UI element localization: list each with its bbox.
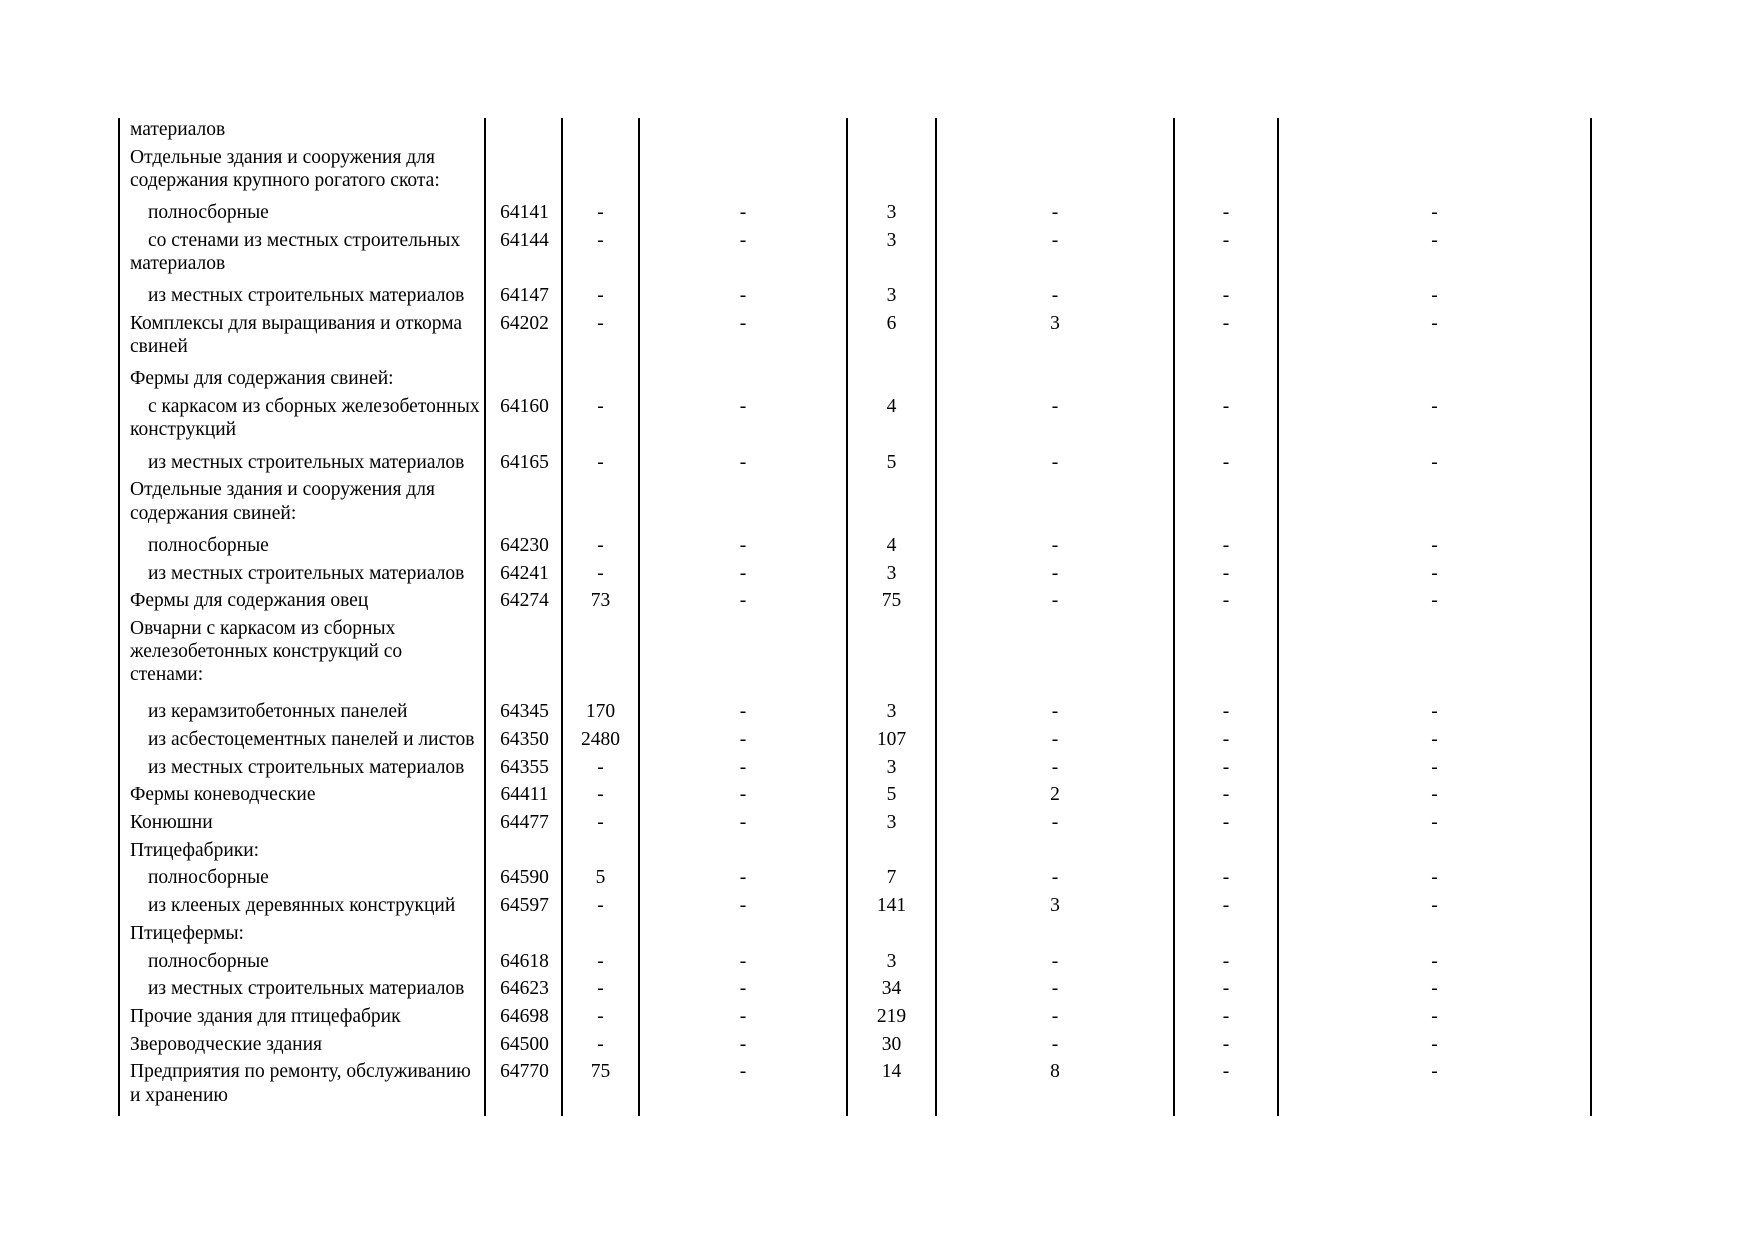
row-code: 64144 bbox=[485, 229, 562, 284]
row-value-v1 bbox=[562, 478, 639, 533]
row-value-v5 bbox=[1174, 478, 1278, 533]
row-value-v6: - bbox=[1278, 395, 1591, 450]
row-value-v3: 14 bbox=[847, 1060, 936, 1116]
row-value-v4: - bbox=[936, 756, 1174, 784]
row-code: 64597 bbox=[485, 894, 562, 922]
row-value-v3: 107 bbox=[847, 728, 936, 756]
row-value-v4: 3 bbox=[936, 312, 1174, 367]
row-label-cell bbox=[119, 977, 485, 1005]
table-row bbox=[119, 1033, 1591, 1061]
row-value-v5: - bbox=[1174, 894, 1278, 922]
row-value-v6: - bbox=[1278, 284, 1591, 312]
row-code: 64477 bbox=[485, 811, 562, 839]
row-label-cell bbox=[119, 866, 485, 894]
row-value-v2: - bbox=[639, 756, 847, 784]
row-value-v6 bbox=[1278, 146, 1591, 201]
row-value-v6: - bbox=[1278, 700, 1591, 728]
row-value-v4: 8 bbox=[936, 1060, 1174, 1116]
row-label-cell bbox=[119, 395, 485, 450]
row-value-v4: 2 bbox=[936, 783, 1174, 811]
table-row bbox=[119, 977, 1591, 1005]
row-value-v6: - bbox=[1278, 1033, 1591, 1061]
row-value-v6: - bbox=[1278, 1060, 1591, 1116]
row-value-v6 bbox=[1278, 478, 1591, 533]
row-value-v1: 73 bbox=[562, 589, 639, 617]
row-value-v3: 30 bbox=[847, 1033, 936, 1061]
row-value-v4 bbox=[936, 118, 1174, 146]
row-value-v2 bbox=[639, 922, 847, 950]
row-label-cell bbox=[119, 118, 485, 146]
table-row bbox=[119, 922, 1591, 950]
row-value-v1: - bbox=[562, 562, 639, 590]
row-value-v5: - bbox=[1174, 534, 1278, 562]
row-value-v6 bbox=[1278, 617, 1591, 700]
row-label: Птицефермы: bbox=[130, 922, 244, 944]
row-value-v3: 3 bbox=[847, 201, 936, 229]
row-value-v5: - bbox=[1174, 201, 1278, 229]
row-label-cell bbox=[119, 146, 485, 201]
row-value-v4: - bbox=[936, 395, 1174, 450]
table-body bbox=[119, 118, 1591, 1116]
row-value-v5: - bbox=[1174, 589, 1278, 617]
row-value-v6: - bbox=[1278, 894, 1591, 922]
row-label: Отдельные здания и сооружения для содержания крупного рогатого скота: bbox=[130, 146, 440, 191]
row-label: со стенами из местных строительных материалов bbox=[130, 229, 461, 275]
row-value-v3 bbox=[847, 478, 936, 533]
row-label: полносборные bbox=[148, 867, 269, 889]
row-label: полносборные bbox=[148, 534, 269, 556]
row-label: Конюшни bbox=[130, 811, 213, 833]
row-value-v5 bbox=[1174, 118, 1278, 146]
row-value-v1: - bbox=[562, 201, 639, 229]
row-label: Фермы для содержания овец bbox=[130, 590, 369, 612]
row-value-v2 bbox=[639, 367, 847, 395]
row-label: материалов bbox=[130, 119, 226, 140]
row-value-v2: - bbox=[639, 284, 847, 312]
row-value-v2: - bbox=[639, 950, 847, 978]
table-row bbox=[119, 478, 1591, 533]
row-value-v3 bbox=[847, 118, 936, 146]
row-code bbox=[485, 146, 562, 201]
row-label: полносборные bbox=[148, 202, 269, 224]
row-value-v3: 3 bbox=[847, 700, 936, 728]
row-label: Фермы коневодческие bbox=[130, 784, 316, 806]
row-value-v4 bbox=[936, 922, 1174, 950]
row-label-cell bbox=[119, 534, 485, 562]
row-value-v1 bbox=[562, 839, 639, 867]
row-value-v4: - bbox=[936, 1033, 1174, 1061]
row-value-v1: - bbox=[562, 1005, 639, 1033]
row-label-cell bbox=[119, 617, 485, 700]
row-code: 64141 bbox=[485, 201, 562, 229]
row-value-v5 bbox=[1174, 146, 1278, 201]
row-label-cell bbox=[119, 950, 485, 978]
row-value-v1: - bbox=[562, 229, 639, 284]
row-value-v1: 170 bbox=[562, 700, 639, 728]
row-label-cell bbox=[119, 284, 485, 312]
row-value-v6: - bbox=[1278, 728, 1591, 756]
row-code bbox=[485, 367, 562, 395]
row-code: 64202 bbox=[485, 312, 562, 367]
row-label-cell bbox=[119, 562, 485, 590]
row-value-v4: - bbox=[936, 534, 1174, 562]
row-label: Фермы для содержания свиней: bbox=[130, 368, 394, 390]
row-value-v4 bbox=[936, 839, 1174, 867]
row-value-v5: - bbox=[1174, 1033, 1278, 1061]
row-code: 64623 bbox=[485, 977, 562, 1005]
row-value-v4: - bbox=[936, 284, 1174, 312]
row-code: 64590 bbox=[485, 866, 562, 894]
row-label: Комплексы для выращивания и откорма свиней bbox=[130, 313, 463, 358]
row-value-v2: - bbox=[639, 534, 847, 562]
row-value-v1 bbox=[562, 118, 639, 146]
row-value-v5 bbox=[1174, 367, 1278, 395]
row-value-v4 bbox=[936, 367, 1174, 395]
row-label: Птицефабрики: bbox=[130, 839, 260, 861]
row-value-v3: 3 bbox=[847, 950, 936, 978]
row-value-v1: - bbox=[562, 783, 639, 811]
row-value-v6: - bbox=[1278, 451, 1591, 479]
row-label: с каркасом из сборных железобетонных конструкций bbox=[130, 396, 480, 441]
row-value-v4: - bbox=[936, 728, 1174, 756]
row-value-v5: - bbox=[1174, 756, 1278, 784]
row-label: Предприятия по ремонту, обслуживанию и хранению bbox=[130, 1061, 471, 1106]
row-value-v3: 75 bbox=[847, 589, 936, 617]
table-row bbox=[119, 811, 1591, 839]
row-value-v1: - bbox=[562, 284, 639, 312]
row-value-v3: 7 bbox=[847, 866, 936, 894]
row-code bbox=[485, 839, 562, 867]
row-value-v2: - bbox=[639, 1005, 847, 1033]
row-value-v5: - bbox=[1174, 1060, 1278, 1116]
data-table bbox=[118, 118, 1592, 1116]
row-code bbox=[485, 118, 562, 146]
table-row bbox=[119, 367, 1591, 395]
row-label: Прочие здания для птицефабрик bbox=[130, 1006, 401, 1027]
row-value-v1: - bbox=[562, 451, 639, 479]
row-label-cell bbox=[119, 1033, 485, 1061]
row-value-v1: 75 bbox=[562, 1060, 639, 1116]
row-value-v2: - bbox=[639, 783, 847, 811]
row-value-v6: - bbox=[1278, 783, 1591, 811]
table-row bbox=[119, 395, 1591, 450]
row-value-v3 bbox=[847, 617, 936, 700]
row-value-v5: - bbox=[1174, 562, 1278, 590]
row-label: полносборные bbox=[148, 950, 269, 972]
row-value-v1: - bbox=[562, 534, 639, 562]
row-value-v1: - bbox=[562, 312, 639, 367]
row-value-v5 bbox=[1174, 617, 1278, 700]
row-value-v6: - bbox=[1278, 950, 1591, 978]
row-value-v4: - bbox=[936, 201, 1174, 229]
row-code: 64165 bbox=[485, 451, 562, 479]
row-label-cell bbox=[119, 700, 485, 728]
table-row bbox=[119, 700, 1591, 728]
row-value-v3: 219 bbox=[847, 1005, 936, 1033]
row-label-cell bbox=[119, 839, 485, 867]
row-value-v2: - bbox=[639, 894, 847, 922]
table-row bbox=[119, 146, 1591, 201]
row-value-v2 bbox=[639, 839, 847, 867]
table-row bbox=[119, 950, 1591, 978]
row-value-v6 bbox=[1278, 839, 1591, 867]
row-label: из местных строительных материалов bbox=[148, 285, 465, 307]
row-value-v5: - bbox=[1174, 700, 1278, 728]
row-code: 64500 bbox=[485, 1033, 562, 1061]
row-value-v6 bbox=[1278, 922, 1591, 950]
row-value-v3: 3 bbox=[847, 284, 936, 312]
table-row bbox=[119, 894, 1591, 922]
row-code bbox=[485, 922, 562, 950]
row-value-v2: - bbox=[639, 977, 847, 1005]
row-value-v6 bbox=[1278, 367, 1591, 395]
row-label-cell bbox=[119, 229, 485, 284]
row-value-v5 bbox=[1174, 839, 1278, 867]
row-value-v5: - bbox=[1174, 284, 1278, 312]
row-label: из керамзитобетонных панелей bbox=[148, 701, 408, 723]
row-value-v4: - bbox=[936, 866, 1174, 894]
row-value-v6: - bbox=[1278, 866, 1591, 894]
row-label-cell bbox=[119, 589, 485, 617]
row-value-v3 bbox=[847, 922, 936, 950]
row-code: 64698 bbox=[485, 1005, 562, 1033]
row-value-v4: - bbox=[936, 700, 1174, 728]
row-value-v3: 5 bbox=[847, 451, 936, 479]
row-value-v2: - bbox=[639, 1033, 847, 1061]
row-label-cell bbox=[119, 451, 485, 479]
row-code: 64345 bbox=[485, 700, 562, 728]
row-value-v1 bbox=[562, 617, 639, 700]
table-row bbox=[119, 589, 1591, 617]
row-code: 64147 bbox=[485, 284, 562, 312]
table-row bbox=[119, 783, 1591, 811]
row-value-v6 bbox=[1278, 118, 1591, 146]
row-label-cell bbox=[119, 811, 485, 839]
row-value-v2 bbox=[639, 617, 847, 700]
row-value-v5: - bbox=[1174, 977, 1278, 1005]
row-value-v4: - bbox=[936, 229, 1174, 284]
row-label: из местных строительных материалов bbox=[148, 451, 465, 473]
row-label: Отдельные здания и сооружения для содержания свиней: bbox=[130, 479, 435, 524]
table-row bbox=[119, 284, 1591, 312]
row-value-v5: - bbox=[1174, 811, 1278, 839]
row-value-v3 bbox=[847, 146, 936, 201]
row-value-v2: - bbox=[639, 728, 847, 756]
row-value-v1: 5 bbox=[562, 866, 639, 894]
row-code bbox=[485, 617, 562, 700]
row-label-cell bbox=[119, 728, 485, 756]
row-label-cell bbox=[119, 478, 485, 533]
row-value-v5: - bbox=[1174, 950, 1278, 978]
row-value-v6: - bbox=[1278, 201, 1591, 229]
row-value-v6: - bbox=[1278, 1005, 1591, 1033]
row-code: 64241 bbox=[485, 562, 562, 590]
row-code: 64618 bbox=[485, 950, 562, 978]
row-label-cell bbox=[119, 201, 485, 229]
row-value-v2: - bbox=[639, 811, 847, 839]
row-value-v1 bbox=[562, 146, 639, 201]
row-value-v3: 3 bbox=[847, 811, 936, 839]
row-value-v3: 34 bbox=[847, 977, 936, 1005]
table-row bbox=[119, 728, 1591, 756]
table-row bbox=[119, 617, 1591, 700]
table-row bbox=[119, 839, 1591, 867]
row-value-v5 bbox=[1174, 922, 1278, 950]
row-value-v4: - bbox=[936, 589, 1174, 617]
row-label: из местных строительных материалов bbox=[148, 756, 465, 778]
row-label-cell bbox=[119, 1005, 485, 1033]
row-value-v3: 3 bbox=[847, 562, 936, 590]
row-value-v2 bbox=[639, 118, 847, 146]
row-value-v1: 2480 bbox=[562, 728, 639, 756]
row-value-v1: - bbox=[562, 811, 639, 839]
table-row bbox=[119, 562, 1591, 590]
row-value-v1: - bbox=[562, 950, 639, 978]
row-value-v1 bbox=[562, 922, 639, 950]
table-row bbox=[119, 201, 1591, 229]
row-value-v4: - bbox=[936, 977, 1174, 1005]
row-value-v3: 3 bbox=[847, 756, 936, 784]
row-value-v6: - bbox=[1278, 562, 1591, 590]
row-value-v1: - bbox=[562, 395, 639, 450]
row-label: из клееных деревянных конструкций bbox=[148, 895, 456, 917]
row-value-v6: - bbox=[1278, 312, 1591, 367]
row-value-v3: 6 bbox=[847, 312, 936, 367]
row-value-v6: - bbox=[1278, 229, 1591, 284]
row-value-v2: - bbox=[639, 1060, 847, 1116]
row-value-v1: - bbox=[562, 756, 639, 784]
row-label: Овчарни с каркасом из сборных железобетонных конструкций со стенами: bbox=[130, 617, 403, 686]
row-value-v4: 3 bbox=[936, 894, 1174, 922]
row-value-v6: - bbox=[1278, 977, 1591, 1005]
row-value-v5: - bbox=[1174, 1005, 1278, 1033]
row-value-v6: - bbox=[1278, 811, 1591, 839]
row-value-v2: - bbox=[639, 229, 847, 284]
row-value-v5: - bbox=[1174, 728, 1278, 756]
table-row bbox=[119, 866, 1591, 894]
row-label-cell bbox=[119, 756, 485, 784]
table-row bbox=[119, 1060, 1591, 1116]
row-value-v2: - bbox=[639, 201, 847, 229]
row-value-v4 bbox=[936, 478, 1174, 533]
row-value-v4: - bbox=[936, 950, 1174, 978]
row-value-v5: - bbox=[1174, 395, 1278, 450]
row-label: из местных строительных материалов bbox=[148, 978, 465, 1000]
row-code: 64350 bbox=[485, 728, 562, 756]
row-value-v6: - bbox=[1278, 756, 1591, 784]
row-code: 64160 bbox=[485, 395, 562, 450]
row-label-cell bbox=[119, 894, 485, 922]
row-code: 64770 bbox=[485, 1060, 562, 1116]
row-label: из асбестоцементных панелей и листов bbox=[148, 728, 475, 750]
row-value-v1: - bbox=[562, 1033, 639, 1061]
row-value-v3: 4 bbox=[847, 395, 936, 450]
row-label-cell bbox=[119, 922, 485, 950]
row-value-v2: - bbox=[639, 312, 847, 367]
table-row bbox=[119, 756, 1591, 784]
row-value-v5: - bbox=[1174, 229, 1278, 284]
row-value-v3 bbox=[847, 839, 936, 867]
table-row bbox=[119, 1005, 1591, 1033]
row-value-v3: 5 bbox=[847, 783, 936, 811]
row-value-v2 bbox=[639, 146, 847, 201]
row-value-v2: - bbox=[639, 562, 847, 590]
row-value-v5: - bbox=[1174, 451, 1278, 479]
row-value-v2 bbox=[639, 478, 847, 533]
row-value-v2: - bbox=[639, 700, 847, 728]
row-value-v2: - bbox=[639, 866, 847, 894]
row-value-v4 bbox=[936, 617, 1174, 700]
row-value-v5: - bbox=[1174, 866, 1278, 894]
row-value-v3 bbox=[847, 367, 936, 395]
row-value-v6: - bbox=[1278, 534, 1591, 562]
row-label-cell bbox=[119, 783, 485, 811]
row-value-v4: - bbox=[936, 562, 1174, 590]
row-code: 64274 bbox=[485, 589, 562, 617]
row-value-v3: 4 bbox=[847, 534, 936, 562]
row-code bbox=[485, 478, 562, 533]
row-value-v2: - bbox=[639, 451, 847, 479]
row-label-cell bbox=[119, 312, 485, 367]
row-value-v2: - bbox=[639, 589, 847, 617]
row-value-v5: - bbox=[1174, 312, 1278, 367]
table-row bbox=[119, 312, 1591, 367]
row-value-v5: - bbox=[1174, 783, 1278, 811]
row-value-v4 bbox=[936, 146, 1174, 201]
table-sheet bbox=[118, 118, 1590, 1116]
table-row bbox=[119, 118, 1591, 146]
row-value-v3: 141 bbox=[847, 894, 936, 922]
row-value-v1: - bbox=[562, 977, 639, 1005]
table-row bbox=[119, 451, 1591, 479]
row-value-v3: 3 bbox=[847, 229, 936, 284]
row-label-cell bbox=[119, 1060, 485, 1116]
row-value-v6: - bbox=[1278, 589, 1591, 617]
row-label: Звероводческие здания bbox=[130, 1033, 323, 1055]
row-value-v4: - bbox=[936, 811, 1174, 839]
row-label-cell bbox=[119, 367, 485, 395]
row-value-v1 bbox=[562, 367, 639, 395]
table-row bbox=[119, 534, 1591, 562]
row-label: из местных строительных материалов bbox=[148, 562, 465, 584]
row-value-v2: - bbox=[639, 395, 847, 450]
row-value-v4: - bbox=[936, 1005, 1174, 1033]
table-row bbox=[119, 229, 1591, 284]
row-value-v4: - bbox=[936, 451, 1174, 479]
row-code: 64230 bbox=[485, 534, 562, 562]
row-code: 64355 bbox=[485, 756, 562, 784]
row-code: 64411 bbox=[485, 783, 562, 811]
row-value-v1: - bbox=[562, 894, 639, 922]
